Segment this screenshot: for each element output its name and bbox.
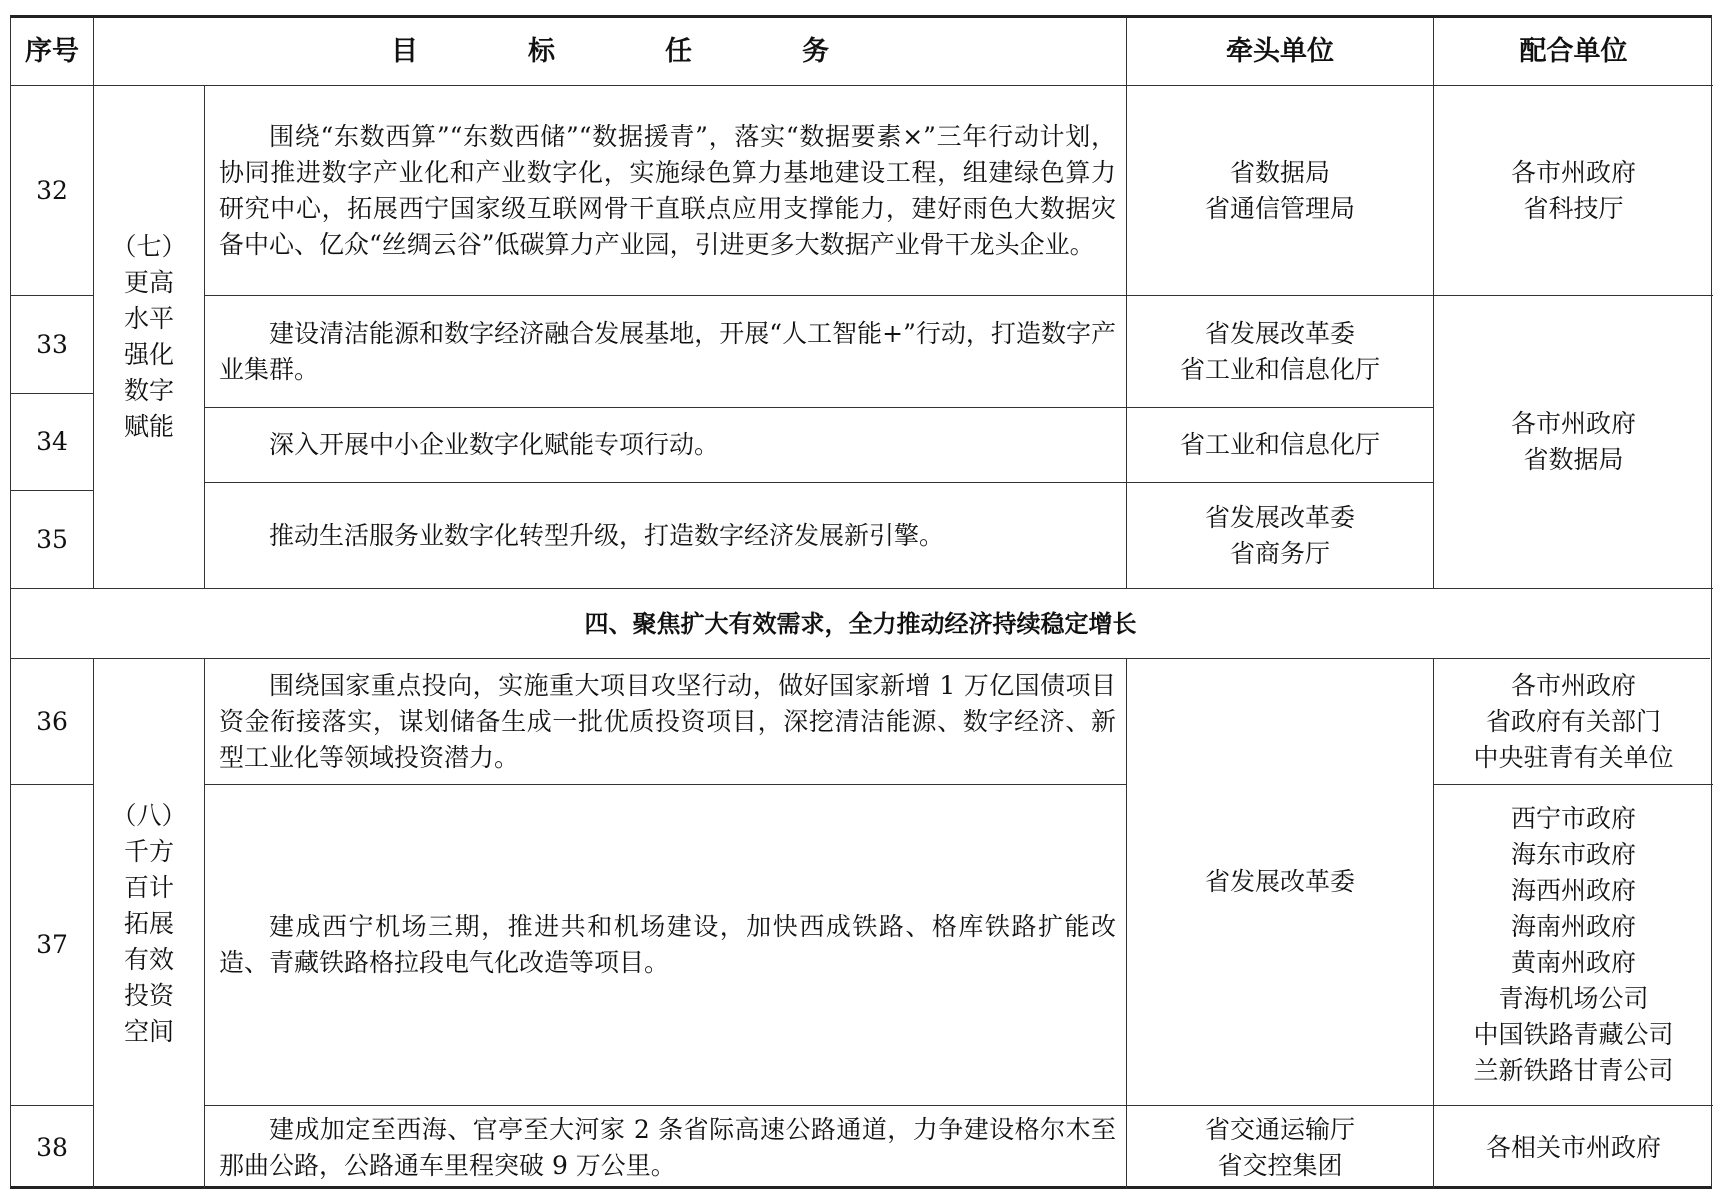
lead-unit: 省交控集团 (1217, 1150, 1343, 1180)
lead-unit: 省工业和信息化厅 (1179, 430, 1380, 459)
category-line: 空间 (123, 1017, 174, 1046)
coop-unit: 青海机场公司 (1498, 984, 1649, 1013)
lead-unit: 省数据局 (1229, 157, 1330, 187)
category-line: 拓展 (123, 909, 174, 938)
task-cell (205, 408, 1127, 483)
coop-cell (1434, 785, 1713, 1106)
coop-unit: 省数据局 (1523, 445, 1624, 474)
lead-cell (1127, 483, 1434, 589)
header-coop: 配合单位 (1434, 18, 1713, 86)
coop-unit: 中央驻青有关单位 (1473, 742, 1674, 772)
coop-unit: 各市州政府 (1510, 670, 1636, 700)
coop-cell (1434, 1106, 1713, 1189)
category-line: （八） (111, 801, 187, 830)
lead-cell (1127, 408, 1434, 483)
header-seq: 序号 (11, 18, 94, 86)
lead-unit: 省发展改革委 (1204, 867, 1355, 896)
category-line: 百计 (123, 873, 174, 902)
header-task-char: 务 (802, 35, 829, 67)
lead-cell (1127, 659, 1434, 1106)
lead-unit: 省发展改革委 (1204, 502, 1355, 532)
header-task-char: 任 (665, 35, 692, 67)
lead-unit: 省通信管理局 (1204, 193, 1355, 223)
header-task-char: 标 (528, 35, 555, 67)
coop-cell (1434, 659, 1713, 785)
category-line: （七） (111, 232, 187, 261)
category-cell (94, 659, 205, 1189)
seq-cell: 32 (11, 86, 94, 296)
category-line: 更高 (123, 268, 174, 297)
category-line: 水平 (123, 304, 174, 333)
task-cell (205, 659, 1127, 785)
coop-unit: 各相关市州政府 (1485, 1132, 1661, 1162)
task-cell (205, 296, 1127, 408)
coop-unit: 省政府有关部门 (1485, 706, 1661, 736)
category-line: 强化 (123, 340, 174, 369)
lead-cell (1127, 86, 1434, 296)
task-text: 建成加定至西海、官亭至大河家 2 条省际高速公路通道，力争建设格尔木至那曲公路，公路通车里程突破 9 万公里。 (219, 1114, 1116, 1180)
coop-unit: 省科技厅 (1523, 193, 1624, 223)
category-line: 有效 (123, 945, 174, 974)
coop-unit: 西宁市政府 (1510, 804, 1636, 833)
coop-cell (1434, 86, 1713, 296)
category-cell (94, 86, 205, 589)
task-text: 围绕国家重点投向，实施重大项目攻坚行动，做好国家新增 1 万亿国债项目资金衔接落实，谋划储备生成一批优质投资项目，深挖清洁能源、数字经济、新型工业化等领域投资潜力。 (219, 670, 1116, 772)
category-line: 赋能 (123, 412, 174, 441)
coop-unit: 各市州政府 (1510, 409, 1636, 438)
category-line: 投资 (123, 981, 174, 1010)
coop-unit: 黄南州政府 (1510, 948, 1636, 977)
task-text: 深入开展中小企业数字化赋能专项行动。 (269, 430, 720, 459)
task-table (10, 15, 1712, 1189)
lead-unit: 省工业和信息化厅 (1179, 354, 1380, 384)
coop-unit: 中国铁路青藏公司 (1473, 1020, 1674, 1049)
task-cell (205, 785, 1127, 1106)
task-text: 推动生活服务业数字化转型升级，打造数字经济发展新引擎。 (269, 520, 945, 550)
task-cell (205, 86, 1127, 296)
seq-cell: 33 (11, 296, 94, 394)
coop-cell (1434, 296, 1713, 589)
lead-unit: 省发展改革委 (1204, 318, 1355, 348)
section-heading: 四、聚焦扩大有效需求，全力推动经济持续稳定增长 (11, 589, 1710, 659)
lead-cell (1127, 296, 1434, 408)
lead-cell (1127, 1106, 1434, 1189)
task-cell (205, 483, 1127, 589)
seq-cell: 38 (11, 1106, 94, 1189)
task-cell (205, 1106, 1127, 1189)
category-line: 千方 (123, 837, 174, 866)
seq-cell: 36 (11, 659, 94, 785)
coop-unit: 各市州政府 (1510, 157, 1636, 187)
seq-cell: 34 (11, 394, 94, 491)
header-lead: 牵头单位 (1127, 18, 1434, 86)
coop-unit: 海西州政府 (1510, 876, 1636, 905)
coop-unit: 兰新铁路甘青公司 (1473, 1056, 1674, 1085)
seq-cell: 37 (11, 785, 94, 1106)
coop-unit: 海南州政府 (1510, 912, 1636, 941)
task-text: 建成西宁机场三期，推进共和机场建设，加快西成铁路、格库铁路扩能改造、青藏铁路格拉段电气化改造等项目。 (219, 912, 1116, 977)
task-text: 建设清洁能源和数字经济融合发展基地，开展“人工智能+”行动，打造数字产业集群。 (219, 318, 1116, 384)
seq-cell: 35 (11, 491, 94, 589)
task-text: 围绕“东数西算”“东数西储”“数据援青”，落实“数据要素×”三年行动计划，协同推进数字产业化和产业数字化，实施绿色算力基地建设工程，组建绿色算力研究中心，拓展西宁国家级互联网骨干直联点应用支撑能力，建好雨色大数据灾备中心、亿众“丝绸云谷”低碳算力产业园，引进更多大数据产业骨干龙头企业。 (219, 121, 1116, 259)
category-line: 数字 (123, 376, 174, 405)
header-task-char: 目 (391, 35, 418, 67)
lead-unit: 省交通运输厅 (1204, 1114, 1355, 1144)
coop-unit: 海东市政府 (1510, 840, 1636, 869)
header-task (94, 18, 1127, 86)
lead-unit: 省商务厅 (1229, 538, 1330, 568)
